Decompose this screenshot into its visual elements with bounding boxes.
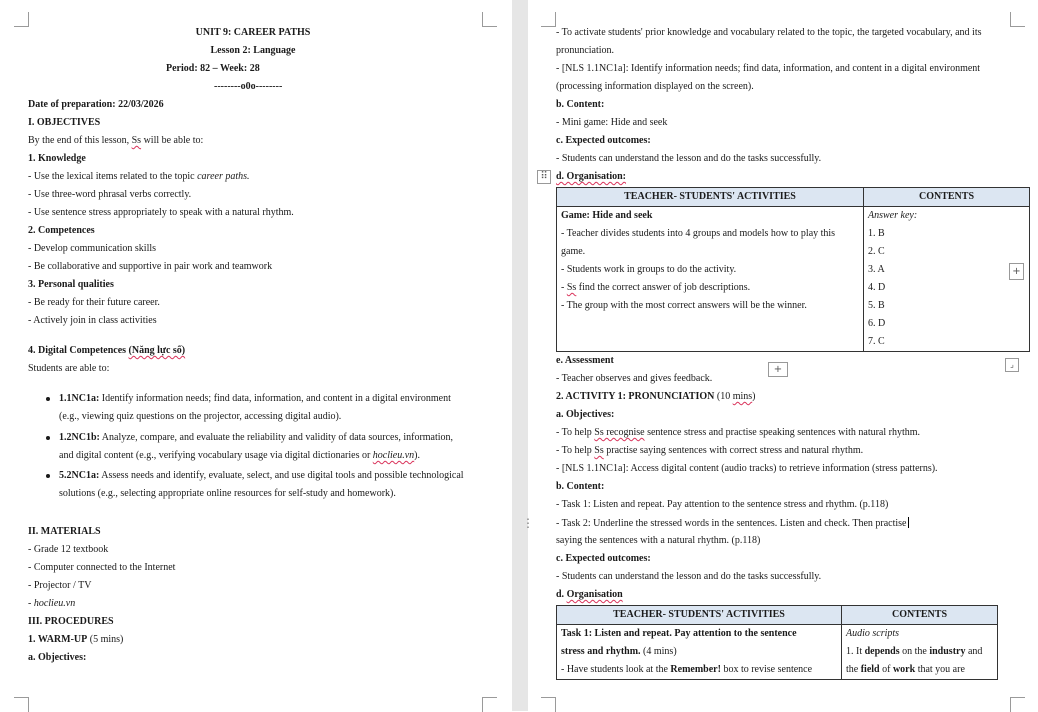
- table-header: CONTENTS: [842, 606, 998, 625]
- document-page-left: [0, 0, 512, 711]
- subheading: d. Organisation: [556, 589, 623, 600]
- subheading: d. Organisation:: [556, 171, 627, 182]
- table-cell-activities: Task 1: Listen and repeat. Pay attention to the sentence stress and rhythm. (4 mins) - Have students look at the Remember! box to revise sentence: [557, 625, 842, 680]
- table-header: TEACHER- STUDENTS' ACTIVITIES: [557, 188, 864, 207]
- crop-mark: [1010, 697, 1025, 712]
- bullet-line: 1.2NC1b: Analyze, compare, and evaluate the reliability and validity of data sources, information,: [59, 432, 454, 443]
- table-header: CONTENTS: [864, 188, 1030, 207]
- paragraph: - Projector / TV: [28, 580, 92, 591]
- activities-table-1: [556, 187, 1030, 352]
- crop-mark: [1010, 12, 1025, 27]
- spelling-mark: Ss: [566, 282, 577, 293]
- paragraph: saying the sentences with a natural rhythm. (p.118): [556, 535, 761, 546]
- paragraph: - To help Ss practise saying sentences with correct stress and natural rhythm.: [556, 445, 864, 456]
- table-resize-handle-icon[interactable]: ⌟: [1005, 358, 1019, 372]
- bullet-dot: [46, 436, 50, 440]
- paragraph: - To activate students' prior knowledge and vocabulary related to the topic, the targeted vocabulary, and its: [556, 27, 982, 38]
- paragraph: pronunciation.: [556, 45, 615, 56]
- crop-mark: [541, 697, 556, 712]
- bullet-line: 5.2NC1a: Assess needs and identify, evaluate, select, and use digital tools and possible technological: [59, 470, 464, 481]
- crop-mark: [14, 697, 29, 712]
- spelling-mark: Ss recognise: [594, 427, 645, 438]
- paragraph: - Mini game: Hide and seek: [556, 117, 668, 128]
- paragraph: - Computer connected to the Internet: [28, 562, 176, 573]
- subheading: 1. Knowledge: [28, 153, 86, 164]
- spelling-mark: mins: [732, 391, 753, 402]
- paragraph: - Be ready for their future career.: [28, 297, 160, 308]
- paragraph: - [NLS 1.1NC1a]: Access digital content (audio tracks) to retrieve information (stress patterns).: [556, 463, 938, 474]
- paragraph: - Actively join in class activities: [28, 315, 157, 326]
- answer-item: 4. D: [868, 282, 886, 293]
- paragraph[interactable]: - Task 2: Underline the stressed words in the sentences. Listen and check. Then practise: [556, 518, 907, 529]
- paragraph: - Use three-word phrasal verbs correctly.: [28, 189, 192, 200]
- crop-mark: [482, 697, 497, 712]
- drag-handle-icon[interactable]: ⋮: [522, 516, 534, 530]
- paragraph: - Develop communication skills: [28, 243, 157, 254]
- subheading: b. Content:: [556, 99, 605, 110]
- crop-mark: [541, 12, 556, 27]
- subheading: e. Assessment: [556, 355, 614, 366]
- paragraph: - hoclieu.vn: [28, 598, 76, 609]
- paragraph: - Teacher observes and gives feedback.: [556, 373, 713, 384]
- bullet-line: 1.1NC1a: Identify information needs; find data, information, and content in a digital environment: [59, 393, 451, 404]
- paragraph: - Task 1: Listen and repeat. Pay attention to the sentence stress and rhythm. (p.118): [556, 499, 889, 510]
- paragraph: - Be collaborative and supportive in pair work and teamwork: [28, 261, 273, 272]
- section-heading: II. MATERIALS: [28, 526, 101, 537]
- paragraph: - Students can understand the lesson and do the tasks successfully.: [556, 153, 822, 164]
- subheading: 3. Personal qualities: [28, 279, 114, 290]
- table-cell-contents: Answer key: 1. B 2. C 3. A 4. D 5. B 6. D 7. C: [864, 207, 1030, 352]
- spelling-mark: (Năng lực số): [128, 345, 186, 356]
- paragraph: - Students can understand the lesson and do the tasks successfully.: [556, 571, 822, 582]
- paragraph: By the end of this lesson, Ss will be able to:: [28, 135, 204, 146]
- subheading: a. Objectives:: [28, 652, 87, 663]
- paragraph: - To help Ss recognise sentence stress and practise speaking sentences with natural rhythm.: [556, 427, 921, 438]
- subheading: c. Expected outcomes:: [556, 135, 651, 146]
- text-cursor: [908, 517, 909, 528]
- bullet-dot: [46, 397, 50, 401]
- add-column-plus-icon[interactable]: +: [1009, 263, 1024, 280]
- subheading: 1. WARM-UP (5 mins): [28, 634, 124, 645]
- bullet-dot: [46, 474, 50, 478]
- bullet-line: solutions (e.g., selecting appropriate online resources for self-study and homework).: [59, 488, 396, 499]
- subheading: c. Expected outcomes:: [556, 553, 651, 564]
- crop-mark: [14, 12, 29, 27]
- paragraph: Students are able to:: [28, 363, 110, 374]
- page-gutter: [512, 0, 528, 711]
- section-heading: I. OBJECTIVES: [28, 117, 101, 128]
- spelling-mark: Organisation: [566, 589, 623, 600]
- table-cell-contents: Audio scripts 1. It depends on the industry and the field of work that you are: [842, 625, 998, 680]
- subheading: 4. Digital Competences (Năng lực số): [28, 345, 186, 356]
- separator: --------o0o--------: [214, 81, 283, 92]
- unit-title: UNIT 9: CAREER PATHS: [195, 27, 311, 38]
- table-cell-activities: Game: Hide and seek - Teacher divides students into 4 groups and models how to play this game. - Students work in groups to do the activity. - Ss find the correct answer of job descriptions. - The group with the most correct answers will be the winner.: [557, 207, 864, 352]
- answer-item: 2. C: [868, 246, 885, 257]
- section-heading: III. PROCEDURES: [28, 616, 114, 627]
- spelling-mark: Ss: [131, 135, 142, 146]
- table-header: TEACHER- STUDENTS' ACTIVITIES: [557, 606, 842, 625]
- subheading: a. Objectives:: [556, 409, 615, 420]
- paragraph: (processing information displayed on the screen).: [556, 81, 754, 92]
- subheading: 2. Competences: [28, 225, 95, 236]
- paragraph: - [NLS 1.1NC1a]: Identify information needs; find data, information, and content in a digital environment: [556, 63, 981, 74]
- add-row-plus-icon[interactable]: +: [768, 362, 788, 377]
- table-move-handle-icon[interactable]: ⠿: [537, 170, 551, 184]
- answer-item: 1. B: [868, 228, 885, 239]
- bullet-line: and digital content (e.g., verifying vocabulary usage via digital dictionaries or hoclieu.vn).: [59, 450, 421, 461]
- document-page-right: [528, 0, 1038, 711]
- bullet-line: (e.g., viewing quiz questions on the projector, accessing digital audio).: [59, 411, 342, 422]
- answer-item: 6. D: [868, 318, 886, 329]
- period-week: Period: 82 – Week: 28: [166, 63, 260, 74]
- subheading: b. Content:: [556, 481, 605, 492]
- subheading: 2. ACTIVITY 1: PRONUNCIATION (10 mins): [556, 391, 756, 402]
- paragraph: - Use sentence stress appropriately to speak with a natural rhythm.: [28, 207, 294, 218]
- crop-mark: [482, 12, 497, 27]
- date-of-preparation: Date of preparation: 22/03/2026: [28, 99, 164, 110]
- hoclieu-link[interactable]: hoclieu.vn: [372, 450, 415, 461]
- paragraph: - Grade 12 textbook: [28, 544, 109, 555]
- answer-item: 3. A: [868, 264, 885, 275]
- activities-table-2: [556, 605, 998, 680]
- spelling-mark: Ss: [594, 445, 604, 456]
- answer-item: 7. C: [868, 336, 885, 347]
- lesson-title: Lesson 2: Language: [210, 45, 296, 56]
- paragraph: - Use the lexical items related to the topic career paths.: [28, 171, 250, 182]
- answer-item: 5. B: [868, 300, 885, 311]
